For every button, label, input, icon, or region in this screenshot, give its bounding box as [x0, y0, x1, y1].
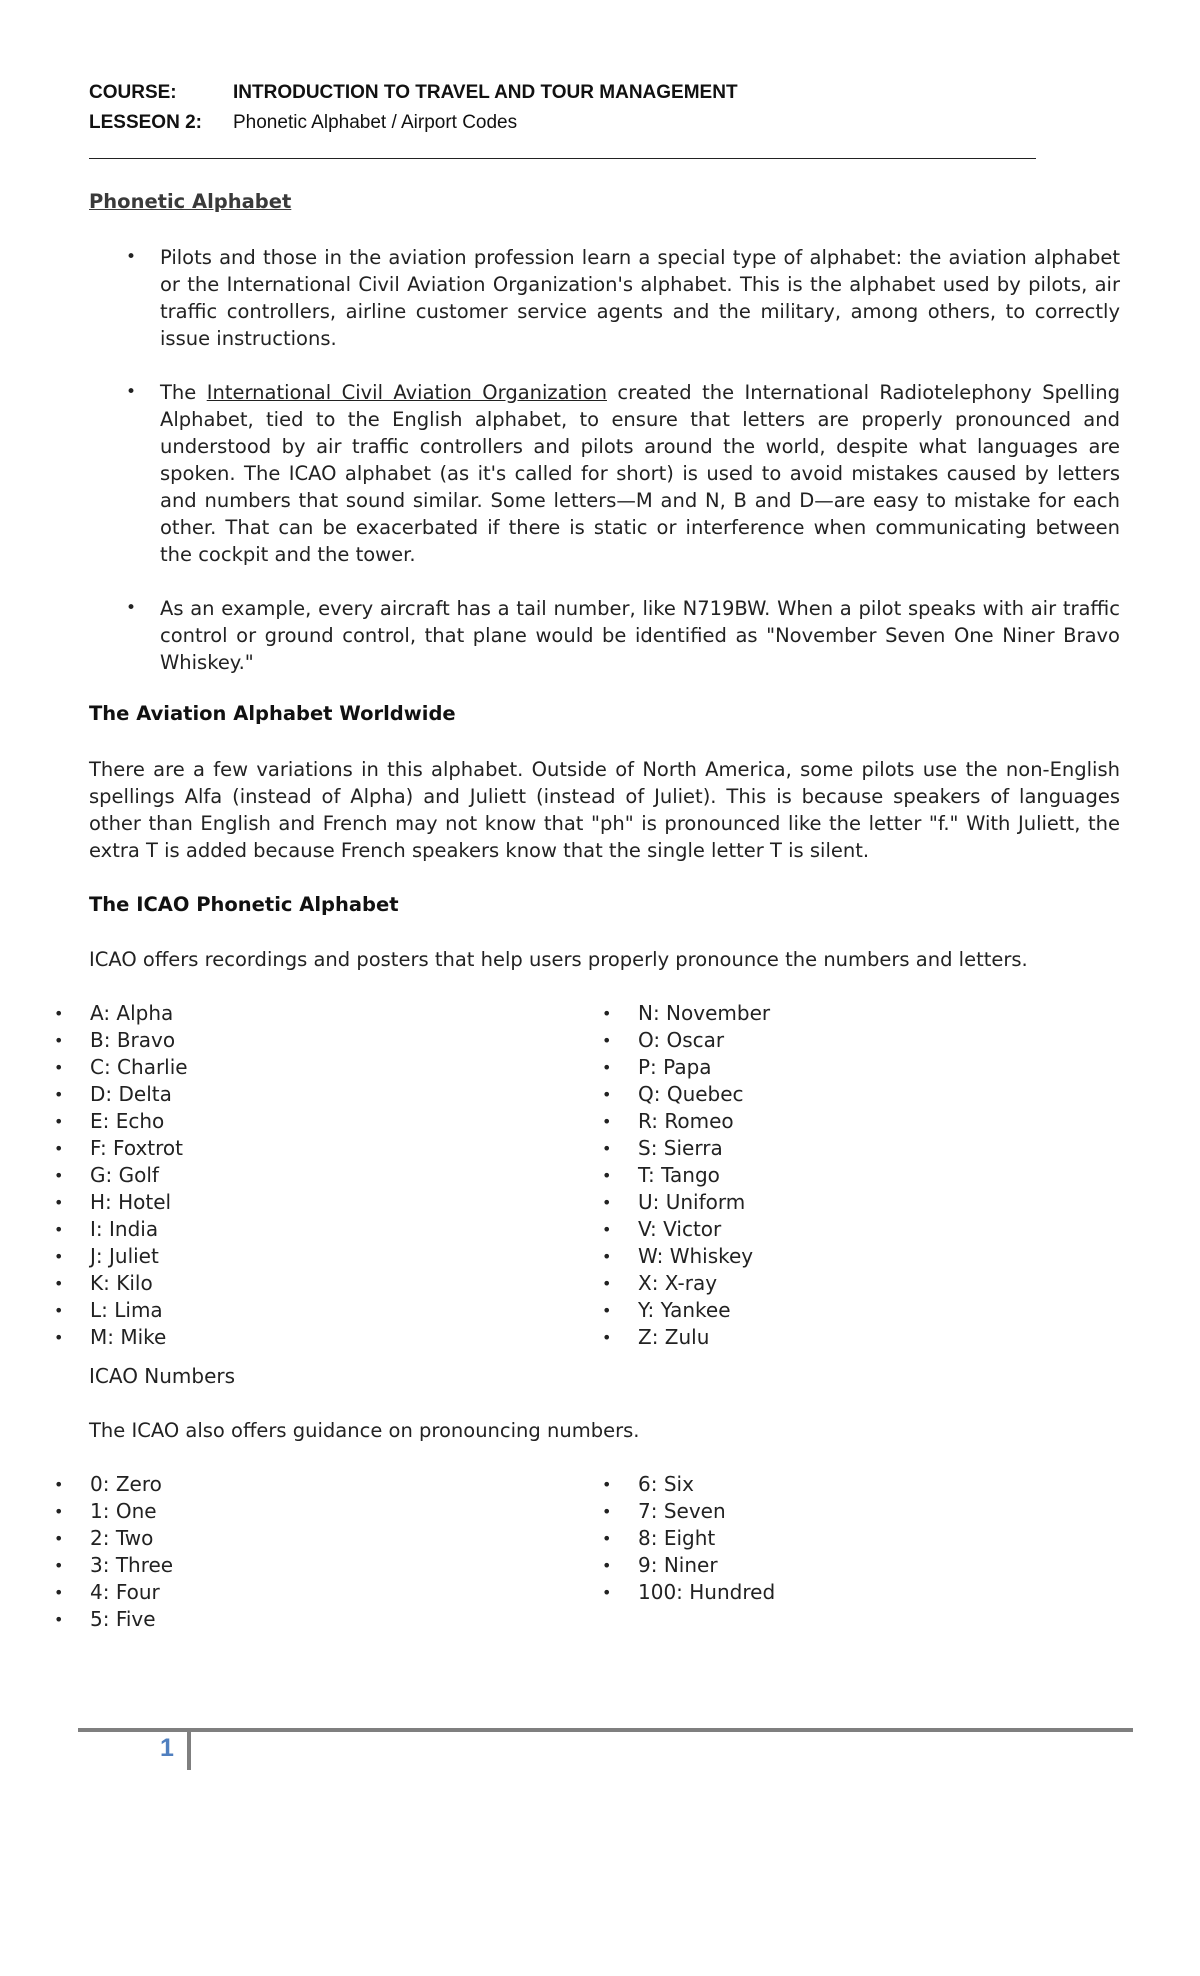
bullet-icon: • [54, 1610, 64, 1629]
bullet-text: created the International Radiotelephony Spelling Alphabet, tied to the English alphabet, to ensure that letters are properly pronounced and understood by air traffic controllers and pilots around the world, despite what languages are spoken. The ICAO alphabet (as it's called for short) is used to avoid mistakes caused by letters and numbers that sound similar. Some letters—M and N, B and D—are easy to mistake for each other. That can be exacerbated if there is static or interference when communicating between the cockpit and the tower. [160, 381, 1120, 566]
icao-alphabet-heading: The ICAO Phonetic Alphabet [89, 893, 399, 916]
bullet-icon: • [602, 1274, 612, 1293]
list-item: • G: Golf [54, 1163, 159, 1187]
lesson-label: LESSEON 2: [89, 112, 202, 133]
bullet-text: As an example, every aircraft has a tail number, like N719BW. When a pilot speaks with air traffic control or ground control, that plane would be identified as "November Seven One Niner Bravo Whiskey." [160, 597, 1120, 674]
icao-link[interactable]: International Civil Aviation Organization [206, 381, 607, 404]
bullet-icon: • [54, 1220, 64, 1239]
icao-numbers-heading: ICAO Numbers [89, 1364, 236, 1388]
list-item: • K: Kilo [54, 1271, 153, 1295]
bullet-text-prefix: The [160, 381, 207, 404]
list-item: • M: Mike [54, 1325, 167, 1349]
list-item: • O: Oscar [602, 1028, 725, 1052]
list-item: • 8: Eight [602, 1526, 716, 1550]
list-item: • N: November [602, 1001, 771, 1025]
list-item [126, 379, 1120, 568]
list-item: • Y: Yankee [602, 1298, 731, 1322]
lesson-title: Phonetic Alphabet / Airport Codes [233, 112, 518, 133]
bullet-icon: • [54, 1247, 64, 1266]
list-item [126, 244, 1120, 352]
bullet-icon: • [54, 1058, 64, 1077]
letters-list-right [602, 1000, 771, 1351]
phonetic-alphabet-heading: Phonetic Alphabet [89, 190, 292, 213]
list-item: • T: Tango [602, 1163, 720, 1187]
list-item: • 9: Niner [602, 1553, 718, 1577]
list-item: • V: Victor [602, 1217, 722, 1241]
list-item: • H: Hotel [54, 1190, 172, 1214]
list-item [126, 595, 1120, 676]
list-item: • P: Papa [602, 1055, 712, 1079]
bullet-icon: • [54, 1139, 64, 1158]
list-item: • E: Echo [54, 1109, 165, 1133]
list-item: • W: Whiskey [602, 1244, 754, 1268]
list-item: • 4: Four [54, 1580, 160, 1604]
bullet-icon: • [54, 1085, 64, 1104]
list-item: • C: Charlie [54, 1055, 188, 1079]
bullet-icon: • [54, 1301, 64, 1320]
bullet-icon: • [54, 1475, 64, 1494]
bullet-icon: • [602, 1220, 612, 1239]
bullet-icon: • [54, 1193, 64, 1212]
list-item: • R: Romeo [602, 1109, 734, 1133]
list-item: • B: Bravo [54, 1028, 176, 1052]
list-item: • U: Uniform [602, 1190, 746, 1214]
page-number: 1 [160, 1734, 174, 1762]
bullet-icon: • [602, 1328, 612, 1347]
bullet-icon: • [602, 1166, 612, 1185]
bullet-icon: • [54, 1556, 64, 1575]
bullet-icon: • [54, 1166, 64, 1185]
icao-intro: ICAO offers recordings and posters that help users properly pronounce the numbers and letters. [89, 948, 1028, 971]
bullet-icon: • [54, 1529, 64, 1548]
worldwide-paragraph: There are a few variations in this alphabet. Outside of North America, some pilots use the non-English spellings Alfa (instead of Alpha) and Juliett (instead of Juliet). This is because speakers of languages other than English and French may not know that "ph" is pronounced like the letter "f." With Juliett, the extra T is added because French speakers know that the single letter T is silent. [89, 758, 1120, 862]
header-divider [89, 158, 1036, 159]
bullet-icon: • [602, 1583, 612, 1602]
bullet-icon: • [602, 1193, 612, 1212]
bullet-icon: • [602, 1301, 612, 1320]
numbers-list-left [54, 1471, 174, 1633]
list-item: • 7: Seven [602, 1499, 726, 1523]
bullet-icon: • [54, 1502, 64, 1521]
list-item: • 5: Five [54, 1607, 156, 1631]
footer-tick [187, 1730, 191, 1770]
bullet-icon: • [54, 1274, 64, 1293]
list-item: • J: Juliet [54, 1244, 159, 1268]
bullet-icon: • [126, 382, 137, 402]
list-item: • 100: Hundred [602, 1580, 776, 1604]
bullet-icon: • [602, 1085, 612, 1104]
list-item: • L: Lima [54, 1298, 163, 1322]
list-item: • 0: Zero [54, 1472, 162, 1496]
list-item: • 1: One [54, 1499, 157, 1523]
phonetic-bullets [126, 244, 1120, 703]
list-item: • S: Sierra [602, 1136, 723, 1160]
list-item: • Q: Quebec [602, 1082, 744, 1106]
numbers-list-right [602, 1471, 776, 1606]
bullet-icon: • [54, 1328, 64, 1347]
bullet-icon: • [602, 1112, 612, 1131]
bullet-icon: • [54, 1031, 64, 1050]
list-item: • I: India [54, 1217, 159, 1241]
course-label: COURSE: [89, 82, 177, 103]
list-item: • Z: Zulu [602, 1325, 710, 1349]
footer-divider [78, 1728, 1133, 1732]
letters-list-left [54, 1000, 188, 1351]
bullet-icon: • [54, 1583, 64, 1602]
bullet-icon: • [602, 1247, 612, 1266]
list-item: • 6: Six [602, 1472, 694, 1496]
bullet-icon: • [126, 598, 137, 618]
bullet-icon: • [602, 1004, 612, 1023]
bullet-icon: • [602, 1031, 612, 1050]
course-title: INTRODUCTION TO TRAVEL AND TOUR MANAGEMENT [233, 82, 738, 103]
list-item: • 2: Two [54, 1526, 154, 1550]
bullet-icon: • [602, 1475, 612, 1494]
bullet-icon: • [126, 247, 137, 267]
bullet-text: Pilots and those in the aviation profession learn a special type of alphabet: the aviation alphabet or the International Civil Aviation Organization's alphabet. This is the alphabet used by pilots, air traffic controllers, airline customer service agents and the military, among others, to correctly issue instructions. [160, 246, 1120, 350]
list-item: • F: Foxtrot [54, 1136, 183, 1160]
list-item: • A: Alpha [54, 1001, 174, 1025]
bullet-icon: • [54, 1004, 64, 1023]
list-item: • D: Delta [54, 1082, 172, 1106]
bullet-icon: • [602, 1058, 612, 1077]
bullet-icon: • [602, 1556, 612, 1575]
bullet-icon: • [602, 1139, 612, 1158]
numbers-intro: The ICAO also offers guidance on pronouncing numbers. [89, 1419, 640, 1442]
bullet-icon: • [54, 1112, 64, 1131]
bullet-icon: • [602, 1502, 612, 1521]
list-item: • 3: Three [54, 1553, 174, 1577]
worldwide-heading: The Aviation Alphabet Worldwide [89, 702, 456, 725]
list-item: • X: X-ray [602, 1271, 718, 1295]
document-header [89, 78, 738, 138]
bullet-icon: • [602, 1529, 612, 1548]
